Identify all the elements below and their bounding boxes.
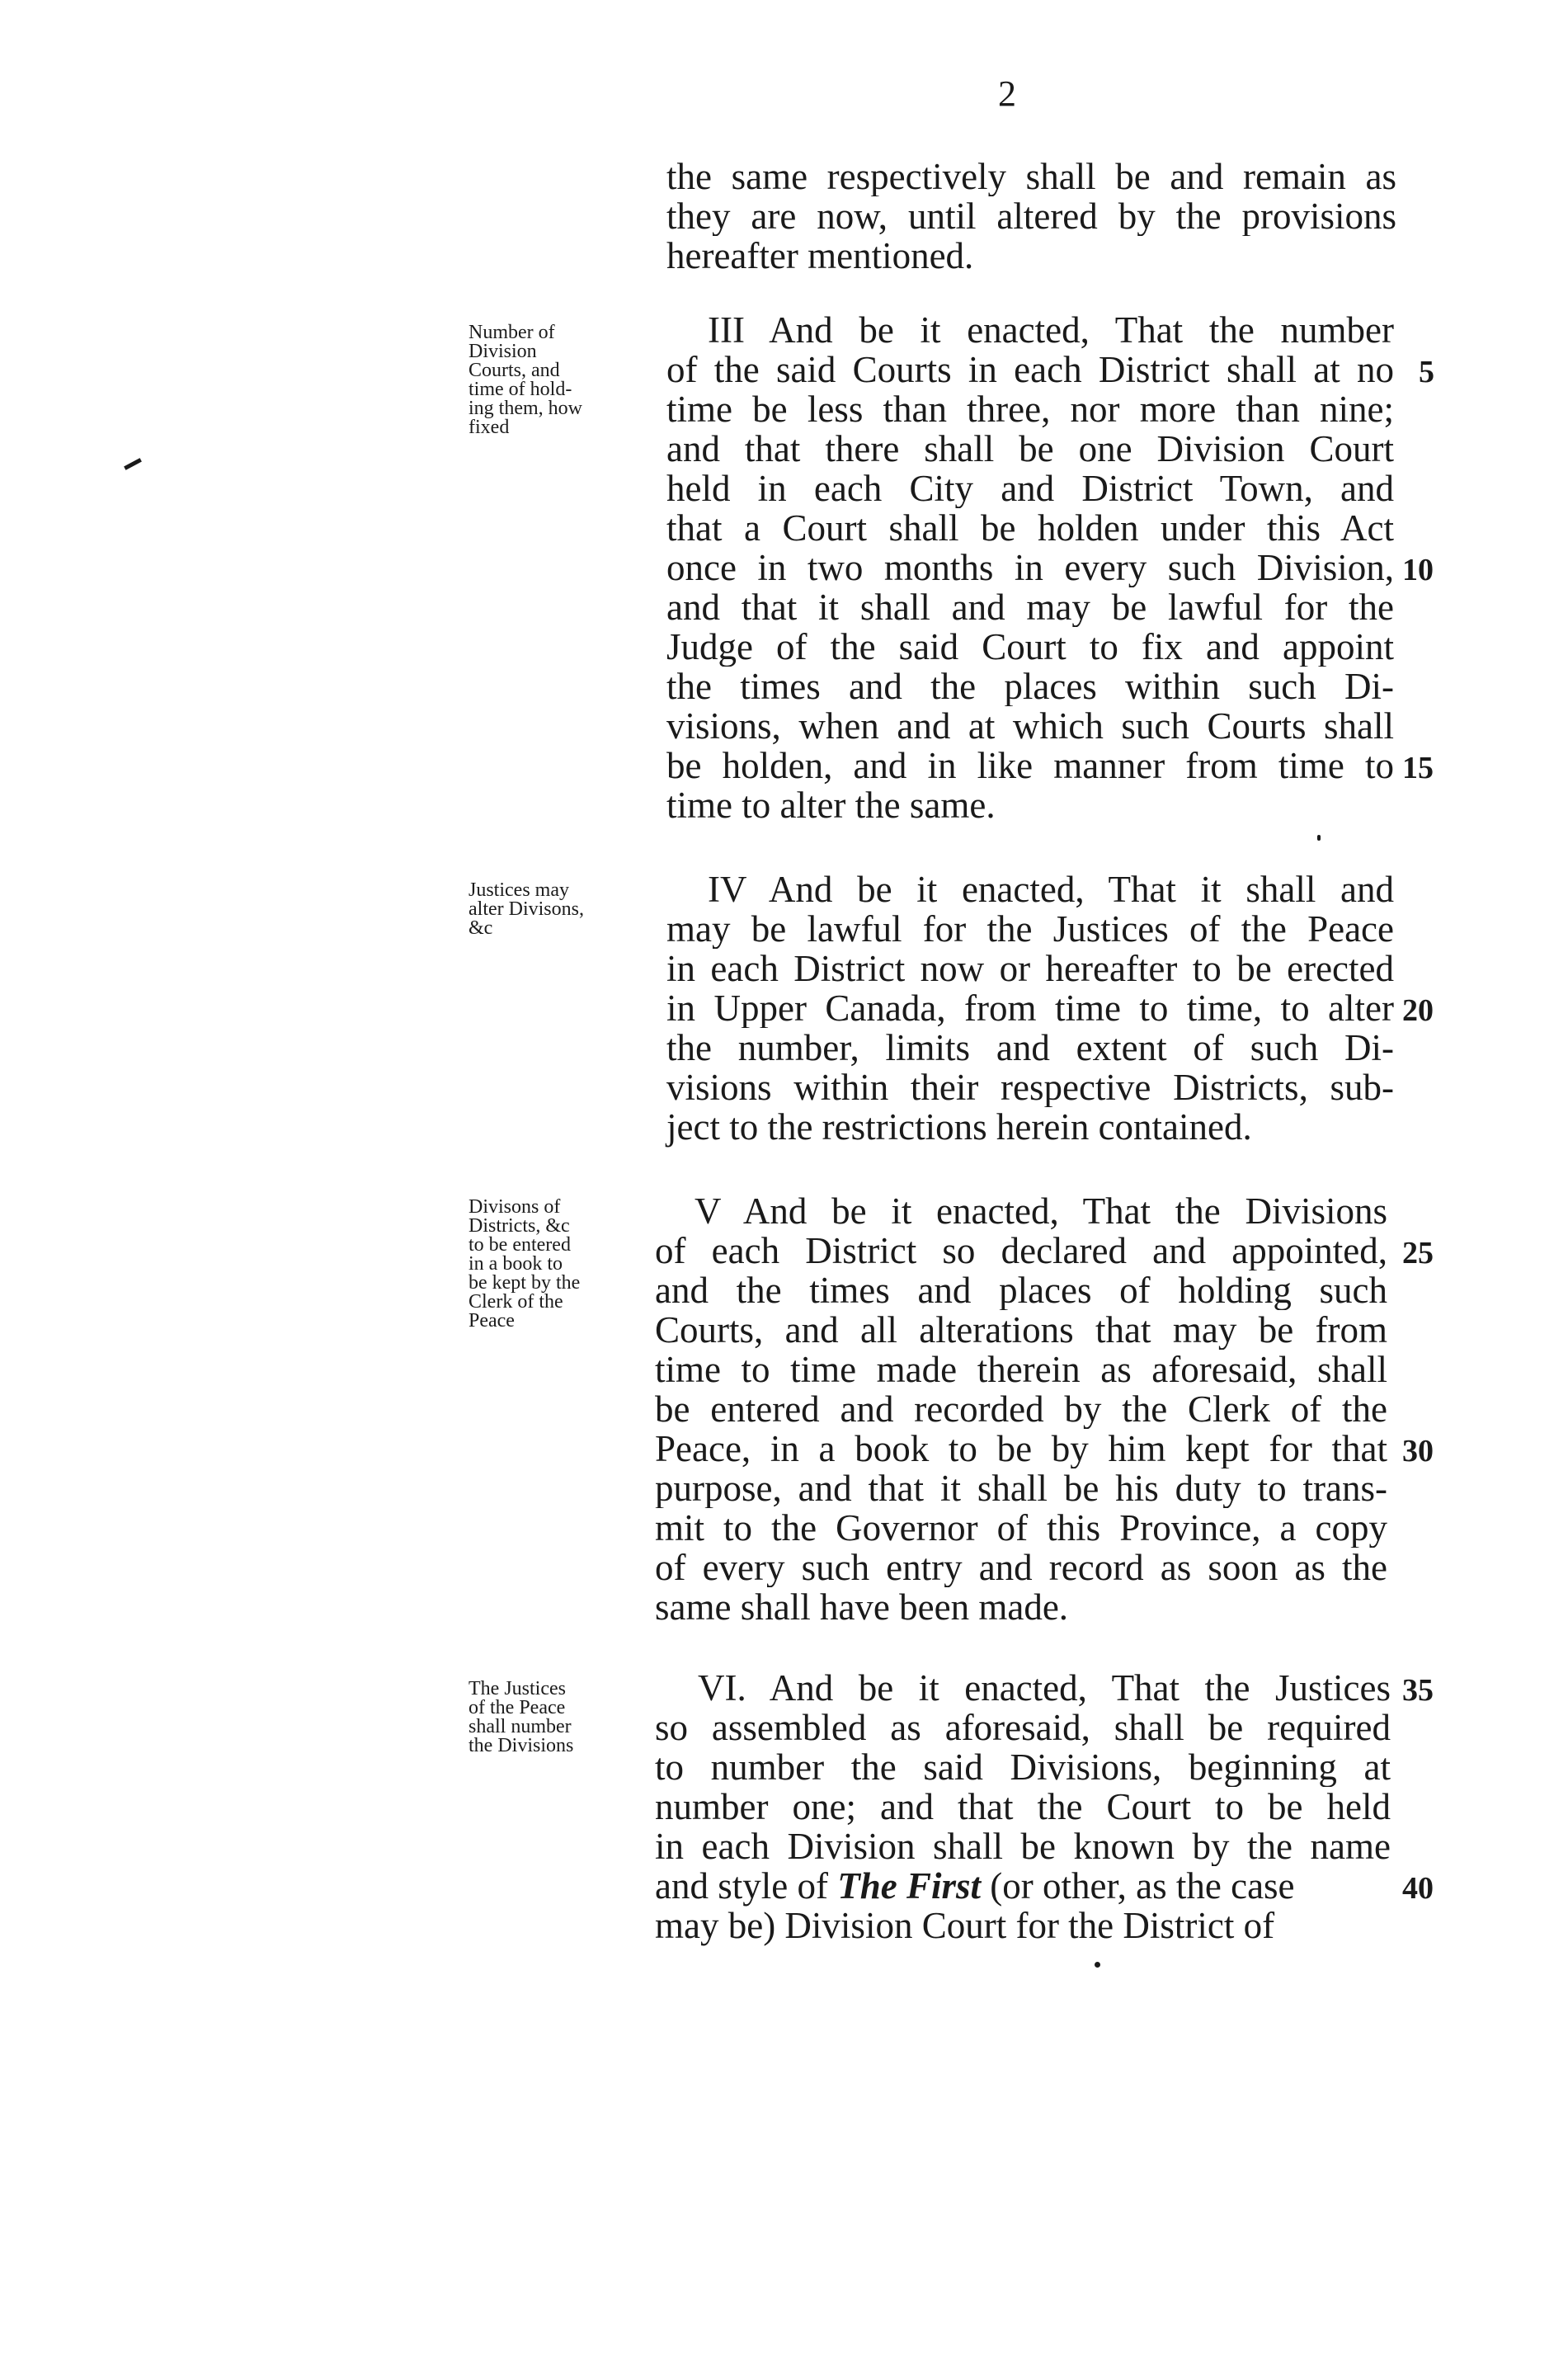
stray-dot — [1317, 835, 1321, 841]
text-line: may be lawful for the Justices of the Peace — [666, 909, 1394, 949]
text-line: in each District now or hereafter to be erected — [666, 949, 1394, 988]
text-line: VI. And be it enacted, That the Justices — [698, 1668, 1391, 1708]
text-line: visions within their respective Districts, sub- — [666, 1068, 1394, 1107]
text-line: so assembled as aforesaid, shall be required — [655, 1708, 1391, 1747]
text-line: time be less than three, nor more than nine; — [666, 389, 1394, 429]
text-line: and that there shall be one Division Court — [666, 429, 1394, 469]
text-line: that a Court shall be holden under this Act — [666, 508, 1394, 548]
stray-mark — [124, 458, 142, 470]
page-number: 2 — [998, 73, 1016, 114]
emphasized-text: The First — [837, 1865, 981, 1907]
text-line: held in each City and District Town, and — [666, 469, 1394, 508]
line-number: 25 — [1402, 1236, 1434, 1270]
text-line: hereafter mentioned. — [666, 235, 974, 276]
text-line: of every such entry and record as soon as the — [655, 1548, 1387, 1587]
text-line: number one; and that the Court to be held — [655, 1787, 1391, 1827]
text-line: Peace, in a book to be by him kept for that — [655, 1429, 1387, 1468]
text-line: the times and the places within such Di- — [666, 667, 1394, 706]
text-line: same shall have been made. — [655, 1586, 1069, 1628]
line-number: 30 — [1402, 1434, 1434, 1468]
text-line: in each Division shall be known by the name — [655, 1827, 1391, 1866]
text-line: visions, when and at which such Courts shall — [666, 706, 1394, 746]
line-number: 35 — [1402, 1673, 1434, 1708]
text-line: mit to the Governor of this Province, a copy — [655, 1508, 1387, 1548]
sidenote-justices-alter: Justices may alter Divisons, &c — [469, 879, 584, 939]
line-number: 10 — [1402, 553, 1434, 587]
text-line: purpose, and that it shall be his duty to trans- — [655, 1468, 1387, 1508]
line-number: 5 — [1419, 355, 1434, 389]
line-number: 15 — [1402, 751, 1434, 785]
text-line: the number, limits and extent of such Di- — [666, 1028, 1394, 1068]
text-line: be entered and recorded by the Clerk of the — [655, 1389, 1387, 1429]
sidenote-division-courts: Number of Division Courts, and time of hold- ing them, how fixed — [469, 322, 582, 438]
text-line: of the said Courts in each District shall at no — [666, 350, 1394, 389]
text-line: may be) Division Court for the District of — [655, 1905, 1275, 1946]
text-line: IV And be it enacted, That it shall and — [708, 870, 1394, 909]
line-number: 20 — [1402, 993, 1434, 1028]
sidenote-divisions-entered: Divisons of Districts, &c to be entered in a book to be kept by the Clerk of the Peace — [469, 1196, 581, 1332]
stray-dot — [1095, 1962, 1100, 1968]
text-line: and the times and places of holding such — [655, 1270, 1387, 1310]
text-line: be holden, and in like manner from time to — [666, 746, 1394, 785]
text-line: of each District so declared and appointed, — [655, 1231, 1387, 1270]
line-number: 40 — [1402, 1871, 1434, 1906]
text-line: time to alter the same. — [666, 785, 996, 826]
text-line: ject to the restrictions herein contained. — [666, 1106, 1252, 1148]
text-line: in Upper Canada, from time to time, to alter — [666, 988, 1394, 1028]
text-line: to number the said Divisions, beginning at — [655, 1747, 1391, 1787]
text-line: III And be it enacted, That the number — [708, 310, 1394, 350]
text-line: and style of The First (or other, as the case — [655, 1865, 1295, 1907]
text-line: the same respectively shall be and remain as — [666, 157, 1396, 196]
text-line: V And be it enacted, That the Divisions — [695, 1191, 1387, 1231]
sidenote-justices-number: The Justices of the Peace shall number the Divisions — [469, 1678, 574, 1756]
text-line: Courts, and all alterations that may be from — [655, 1310, 1387, 1350]
text-line: Judge of the said Court to fix and appoint — [666, 627, 1394, 667]
text-line: time to time made therein as aforesaid, shall — [655, 1350, 1387, 1389]
text-line: they are now, until altered by the provisions — [666, 196, 1396, 236]
text-line: and that it shall and may be lawful for the — [666, 587, 1394, 627]
text-line: once in two months in every such Division, — [666, 548, 1394, 587]
